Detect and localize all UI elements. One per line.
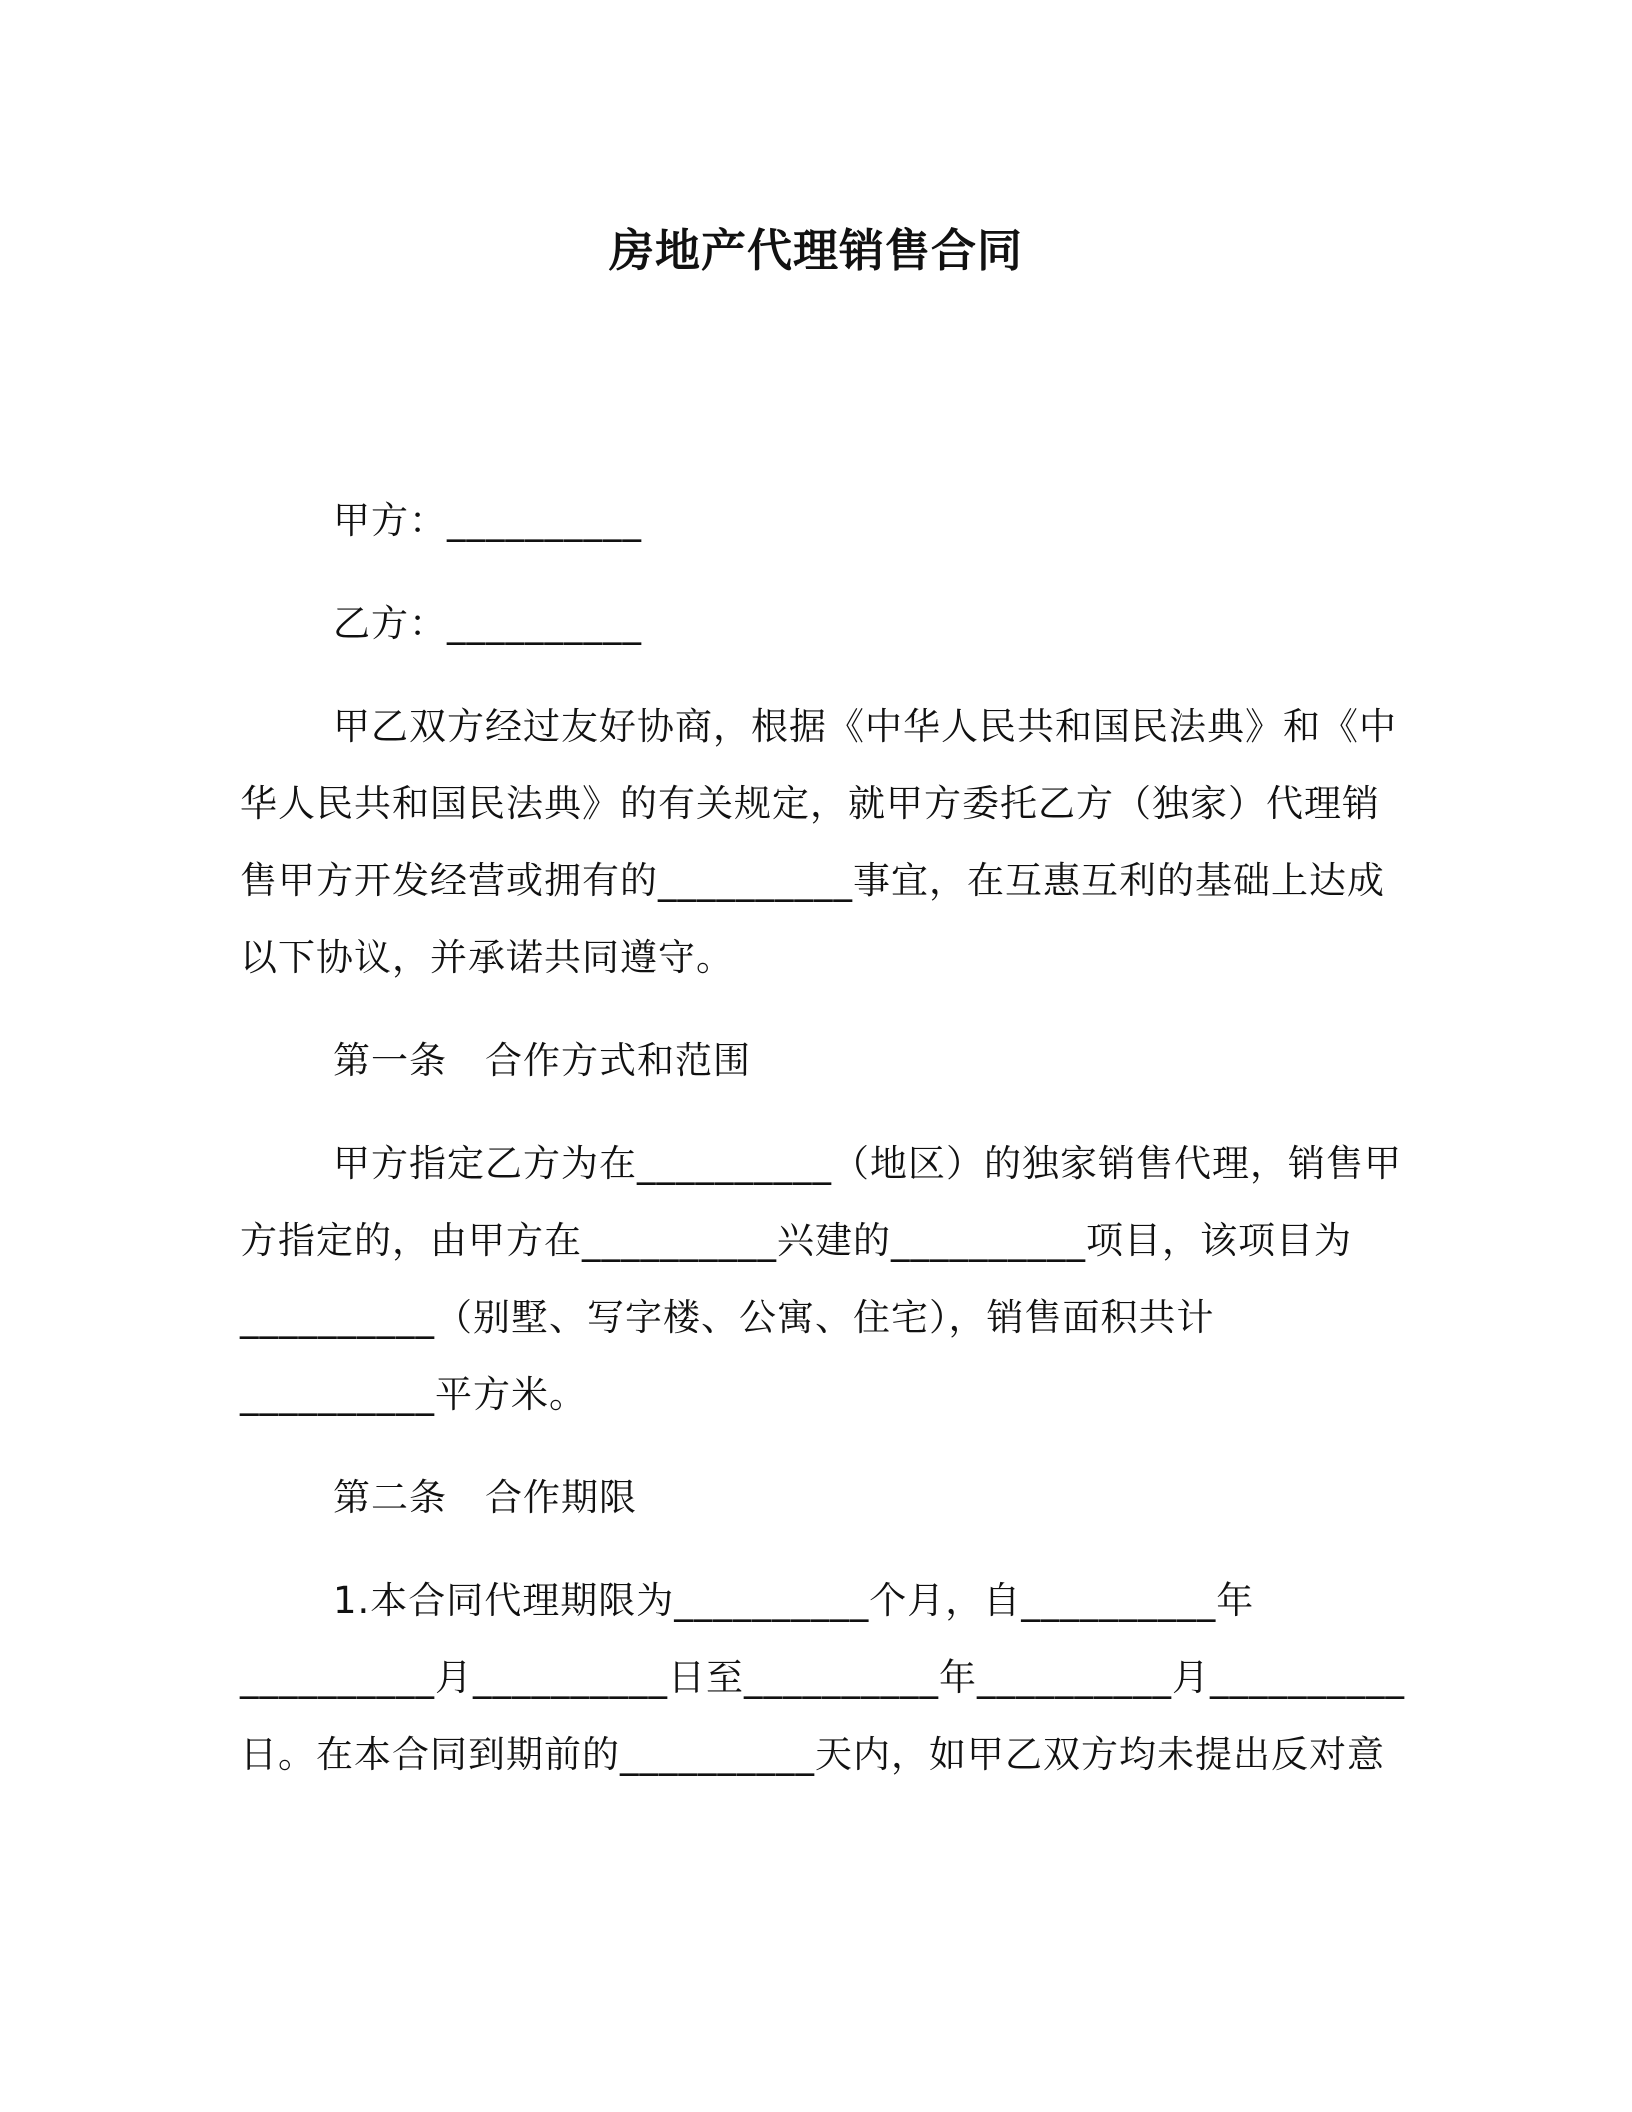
preamble-line: 华人民共和国民法典》的有关规定，就甲方委托乙方（独家）代理销 [240, 782, 1380, 825]
preamble-paragraph [240, 688, 1440, 996]
document-body [240, 482, 1440, 1793]
preamble-line: 以下协议，并承诺共同遵守。 [240, 936, 734, 979]
party-b [240, 585, 1440, 662]
party-a-line: 甲方：__________ [333, 499, 642, 542]
party-b-line: 乙方：__________ [333, 602, 642, 645]
article-2-heading: 第二条 合作期限 [333, 1476, 637, 1519]
article-2-line: 1.本合同代理期限为__________个月，自__________年 [333, 1579, 1255, 1622]
article-1-line: __________（别墅、写字楼、公寓、住宅），销售面积共计 [240, 1296, 1215, 1339]
article-1-paragraph [240, 1125, 1440, 1433]
party-a [240, 482, 1440, 559]
article-1-heading: 第一条 合作方式和范围 [333, 1039, 751, 1082]
article-2-heading-block [240, 1459, 1440, 1536]
article-2-paragraph [240, 1562, 1440, 1793]
article-1-line: __________平方米。 [240, 1373, 587, 1416]
article-2-line: __________月__________日至__________年__________月__________ [240, 1656, 1405, 1699]
document-title: 房地产代理销售合同 [608, 224, 1023, 277]
preamble-line: 售甲方开发经营或拥有的__________事宜，在互惠互利的基础上达成 [240, 859, 1385, 902]
preamble-line: 甲乙双方经过友好协商，根据《中华人民共和国民法典》和《中 [333, 705, 1397, 748]
article-1-line: 方指定的，由甲方在__________兴建的__________项目，该项目为 [240, 1219, 1352, 1262]
article-2-line: 日。在本合同到期前的__________天内，如甲乙双方均未提出反对意 [240, 1733, 1385, 1776]
article-1-heading-block [240, 1022, 1440, 1099]
article-1-line: 甲方指定乙方为在__________（地区）的独家销售代理，销售甲 [333, 1142, 1402, 1185]
